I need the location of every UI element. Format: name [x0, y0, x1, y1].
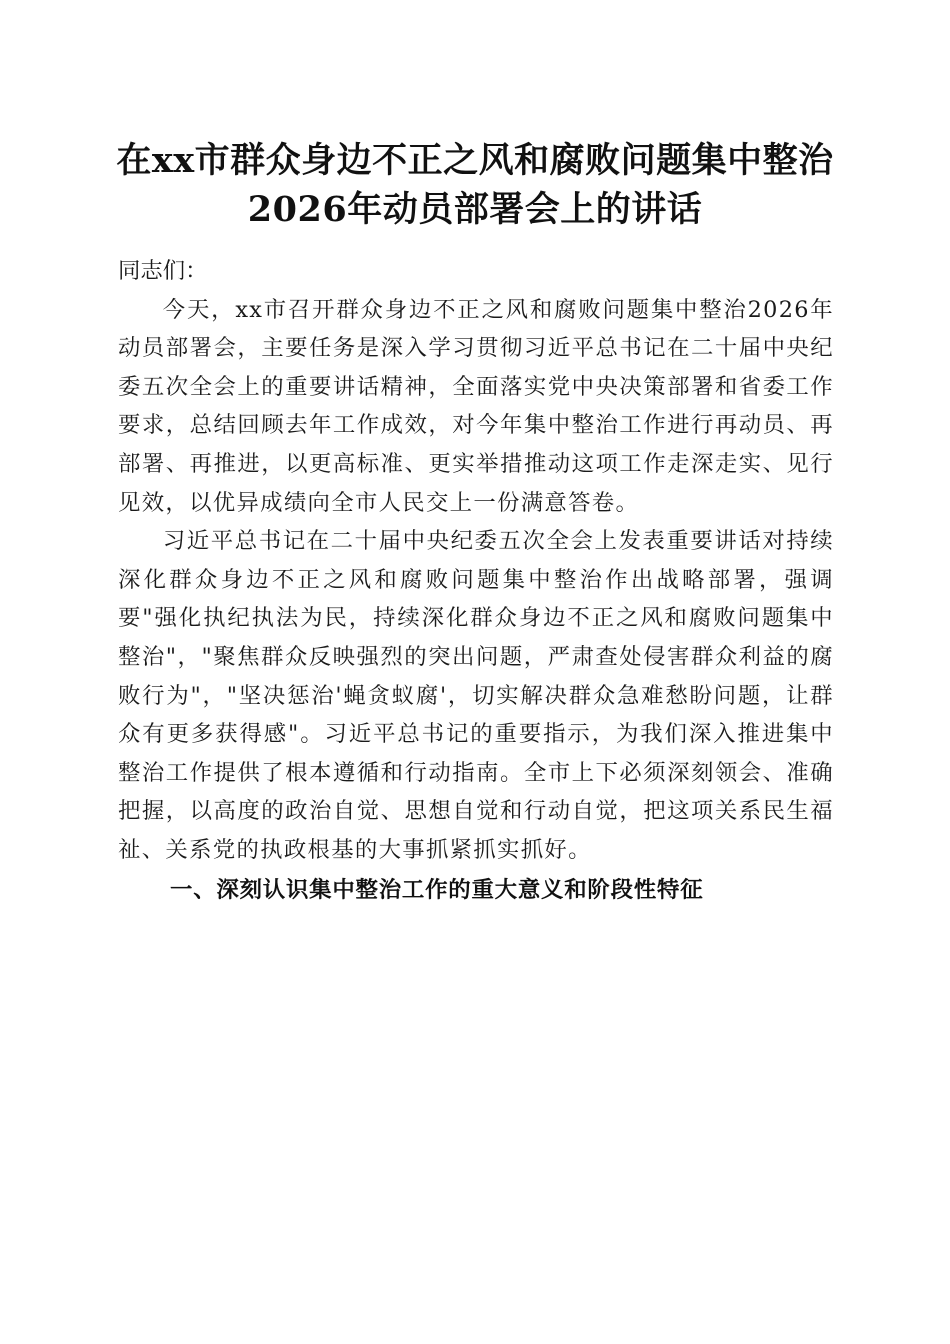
section-heading: 一、深刻认识集中整治工作的重大意义和阶段性特征	[170, 876, 704, 903]
body-paragraph-2: 习近平总书记在二十届中央纪委五次全会上发表重要讲话对持续深化群众身边不正之风和腐败问题集中整治作出战略部署，强调要"强化执纪执法为民，持续深化群众身边不正之风和腐败问题集中整治"，"聚焦群众反映强烈的突出问题，严肃查处侵害群众利益的腐败行为"，"坚决惩治'蝇贪蚁腐'，切实解决群众急难愁盼问题，让群众有更多获得感"。习近平总书记的重要指示，为我们深入推进集中整治工作提供了根本遵循和行动指南。全市上下必须深刻领会、准确把握，以高度的政治自觉、思想自觉和行动自觉，把这项关系民生福祉、关系党的执政根基的大事抓紧抓实抓好。	[118, 528, 834, 863]
document-title: 在xx市群众身边不正之风和腐败问题集中整治2026年动员部署会上的讲话	[116, 140, 834, 230]
salutation: 同志们：	[118, 258, 208, 284]
document-body	[118, 252, 834, 909]
body-paragraph-1: 今天，xx市召开群众身边不正之风和腐败问题集中整治2026年动员部署会，主要任务是深入学习贯彻习近平总书记在二十届中央纪委五次全会上的重要讲话精神，全面落实党中央决策部署和省委工作要求，总结回顾去年工作成效，对今年集中整治工作进行再动员、再部署、再推进，以更高标准、更实举措推动这项工作走深走实、见行见效，以优异成绩向全市人民交上一份满意答卷。	[118, 296, 834, 516]
